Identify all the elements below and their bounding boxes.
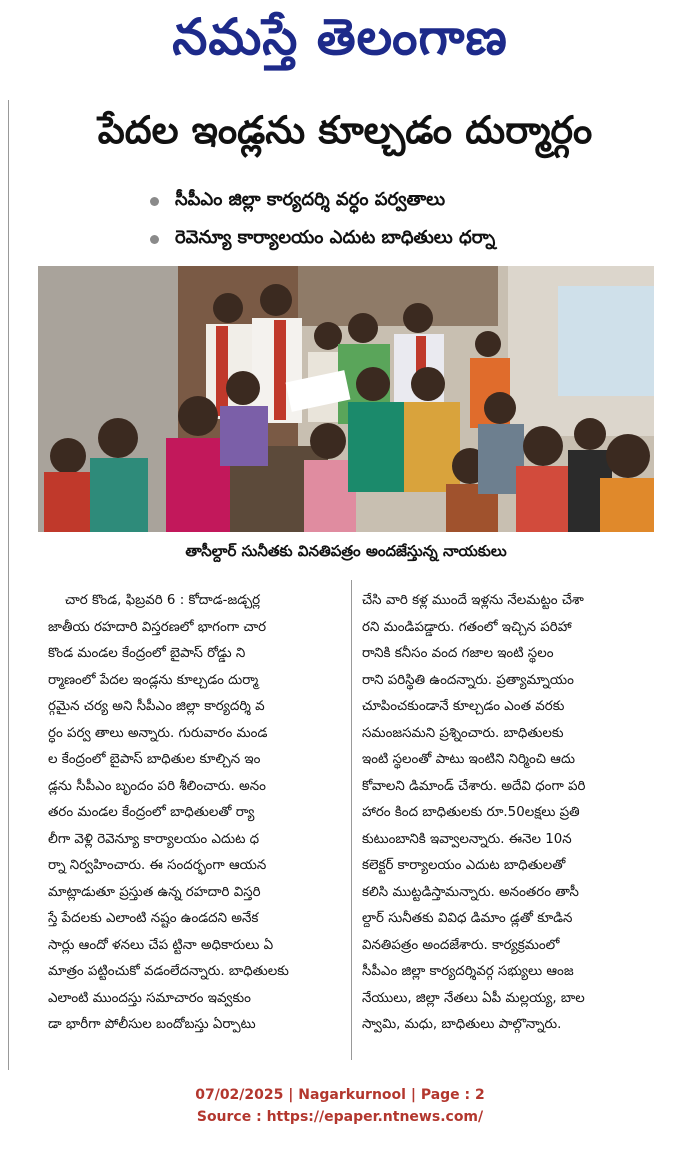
body-line: సీపీఎం జిల్లా కార్యదర్శివర్గ సభ్యులు ఆంజ <box>362 964 574 979</box>
article-body-left-column <box>48 588 344 1039</box>
footer-source: Source : https://epaper.ntnews.com/ <box>196 1109 484 1125</box>
body-line: ల్దార్ సునీతకు వివిధ డిమాం డ్లతో కూడిన <box>362 911 573 926</box>
column-divider <box>351 580 352 1060</box>
bullet-text: రెవెన్యూ కార్యాలయం ఎదుట బాధితులు ధర్నా <box>175 226 496 248</box>
photo-caption-text: తాసీల్దార్ సునీతకు వినతిపత్రం అందజేస్తున్న నాయకులు <box>185 542 507 560</box>
masthead <box>120 8 560 78</box>
body-line: ర్మాణంలో పేదల ఇండ్లను కూల్చడం దుర్మా <box>48 672 259 688</box>
body-line: రాని పరిస్థితి ఉందన్నారు. ప్రత్యామ్నాయం <box>362 672 574 688</box>
body-line: ల కేంద్రంలో బైపాస్ బాధితుల కూల్చిన ఇం <box>48 752 261 767</box>
left-rule <box>8 100 9 1070</box>
body-line: రని మండిపడ్డారు. గతంలో ఇచ్చిన పరిహా <box>362 619 572 635</box>
body-line: ర్నా నిర్వహించారు. ఈ సందర్భంగా ఆయన <box>48 858 267 873</box>
bullet-item <box>150 185 660 217</box>
body-line: ర్గమైన చర్య అని సీపీఎం జిల్లా కార్యదర్శి వ <box>48 699 265 714</box>
body-line: కొండ మండల కేంద్రంలో బైపాస్ రోడ్డు ని <box>48 646 246 661</box>
body-line: కలెక్టర్ కార్యాలయం ఎదుట బాధితులతో <box>362 858 566 873</box>
body-line: తరం మండల కేంద్రంలో బాధితులతో ర్యా <box>48 805 255 820</box>
photo-caption <box>38 536 654 570</box>
bullet-text: సీపీఎం జిల్లా కార్యదర్శి వర్ధం పర్వతాలు <box>175 188 446 210</box>
body-line: జాతీయ రహదారి విస్తరణలో భాగంగా చార <box>48 619 267 635</box>
body-line: వినతిపత్రం అందజేశారు. కార్యక్రమంలో <box>362 937 560 953</box>
body-line: సార్లు ఆందో ళనలు చేప ట్టినా అధికారులు ఏ <box>48 937 274 953</box>
body-line: ఎలాంటి ముందస్తు సమాచారం ఇవ్వకుం <box>48 990 251 1006</box>
bullet-dot-icon <box>150 197 159 206</box>
body-line: డ్లను సీపీఎం బృందం పరి శీలించారు. అనం <box>48 778 266 794</box>
body-line: కుటుంబానికి ఇవ్వాలన్నారు. ఈనెల 10న <box>362 831 572 847</box>
body-line: చూపించకుండానే కూల్చడం ఎంత వరకు <box>362 699 565 714</box>
body-line: కలిసి ముట్టడిస్తామన్నారు. అనంతరం తాసీ <box>362 884 579 900</box>
body-line: స్తే పేదలకు ఎలాంటి నష్టం ఉండదని అనేక <box>48 911 259 926</box>
body-line: స్వామి, మధు, బాధితులు పాల్గొన్నారు. <box>362 1017 562 1032</box>
body-line: సమంజసమని ప్రశ్నించారు. బాధితులకు <box>362 725 564 741</box>
article-headline <box>30 104 660 166</box>
body-line: మాత్రం పట్టించుకో వడంలేదన్నారు. బాధితులకు <box>48 964 289 979</box>
news-photo-illustration <box>38 266 654 532</box>
body-line: కోవాలని డిమాండ్ చేశారు. అదేవి ధంగా పరి <box>362 778 586 794</box>
body-line: ఇంటి స్థలంతో పాటు ఇంటిని నిర్మించి ఆదు <box>362 752 576 767</box>
news-photo <box>38 266 654 532</box>
body-line: చేసి వారి కళ్ల ముందే ఇళ్లను నేలమట్టం చేశా <box>362 593 584 608</box>
bullet-item <box>150 223 660 255</box>
page-footer <box>0 1084 680 1128</box>
body-line: చార కొండ, ఫిబ్రవరి 6 : కోదాడ-జడ్చర్ల <box>48 593 261 608</box>
body-line: హారం కింద బాధితులకు రూ.50లక్షలు ప్రతి <box>362 805 580 820</box>
body-line: ర్ధం పర్వ తాలు అన్నారు. గురువారం మండ <box>48 725 268 741</box>
body-line: రానికి కనీసం వంద గజాల ఇంటి స్థలం <box>362 646 554 661</box>
subheadline-bullets <box>150 185 660 261</box>
bullet-dot-icon <box>150 235 159 244</box>
headline-text: పేదల ఇండ్లను కూల్చడం దుర్మార్గం <box>97 108 593 152</box>
footer-date-edition: 07/02/2025 | Nagarkurnool | Page : 2 <box>195 1087 485 1103</box>
body-line: నేయులు, జిల్లా నేతలు ఏపీ మల్లయ్య, బాల <box>362 990 585 1006</box>
body-line: లీగా వెళ్లి రెవెన్యూ కార్యాలయం ఎదుట ధ <box>48 831 260 847</box>
article-body-right-column <box>362 588 658 1039</box>
body-line: డా భారీగా పోలీసుల బందోబస్తు ఏర్పాటు <box>48 1017 256 1032</box>
body-line: మాట్లాడుతూ ప్రస్తుత ఉన్న రహదారి విస్తరి <box>48 884 261 900</box>
masthead-title: నమస్తే తెలంగాణ <box>172 7 508 66</box>
